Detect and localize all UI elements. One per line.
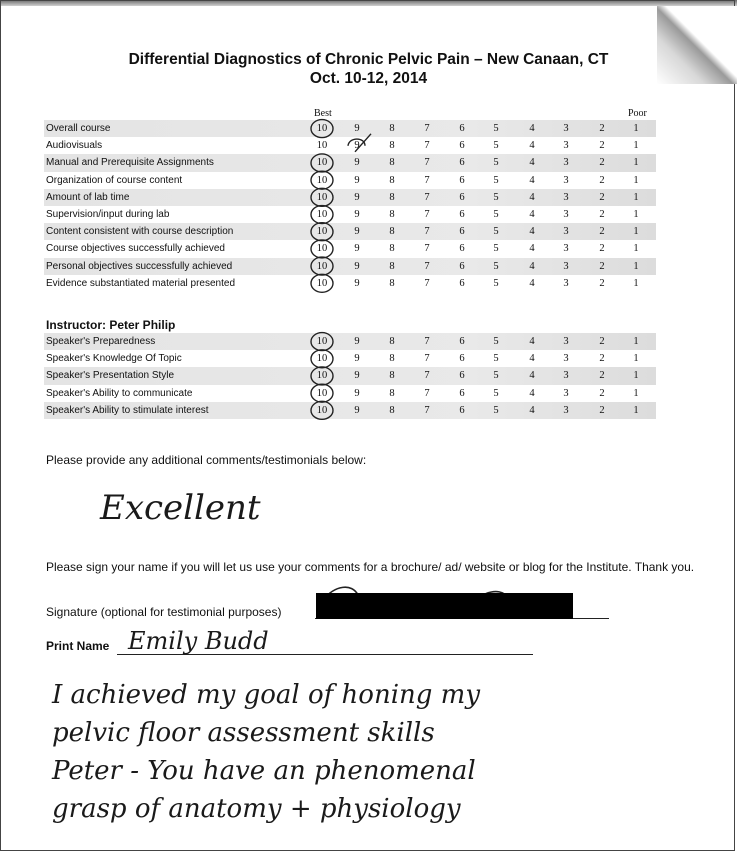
scale-value[interactable]: 3 (563, 174, 569, 186)
scale-value[interactable]: 5 (493, 370, 499, 382)
scale-value[interactable]: 6 (459, 174, 465, 186)
scale-value[interactable]: 3 (563, 370, 569, 382)
scale-value[interactable]: 9 (354, 208, 360, 220)
scale-value[interactable]: 1 (633, 387, 639, 399)
scale-value[interactable]: 9 (354, 404, 360, 416)
scale-value[interactable]: 4 (529, 387, 535, 399)
course-label: Overall course (46, 123, 111, 134)
scale-value[interactable]: 7 (424, 208, 430, 220)
scale-value[interactable]: 1 (633, 353, 639, 365)
scale-value[interactable]: 9 (354, 277, 360, 289)
scale-value[interactable]: 3 (563, 277, 569, 289)
scale-value[interactable]: 1 (633, 123, 639, 134)
scale-value[interactable]: 7 (424, 243, 430, 255)
scale-value[interactable]: 6 (459, 157, 465, 169)
scale-value[interactable]: 1 (633, 157, 639, 169)
scale-value[interactable]: 5 (493, 243, 499, 255)
scale-value[interactable]: 4 (529, 243, 535, 255)
scale-value[interactable]: 4 (529, 123, 535, 134)
scale-value[interactable]: 9 (354, 387, 360, 399)
scale-value[interactable]: 10 (316, 277, 328, 289)
scale-value[interactable]: 1 (633, 370, 639, 382)
scale-value[interactable]: 4 (529, 353, 535, 365)
scale-value[interactable]: 2 (599, 277, 605, 289)
scale-value[interactable]: 8 (389, 157, 395, 169)
scale-value[interactable]: 8 (389, 370, 395, 382)
course-label: Manual and Prerequisite Assignments (46, 157, 214, 169)
scale-value[interactable]: 10 (316, 191, 328, 203)
scale-value[interactable]: 9 (354, 336, 360, 347)
scale-value[interactable]: 3 (563, 353, 569, 365)
scale-value[interactable]: 5 (493, 123, 499, 134)
scale-value[interactable]: 1 (633, 140, 639, 152)
comments-prompt: Please provide any additional comments/testimonials below: (46, 453, 367, 467)
handwritten-line-4: grasp of anatomy + physiology (52, 794, 461, 824)
scale-value[interactable]: 10 (316, 123, 328, 134)
scale-value[interactable]: 7 (424, 336, 430, 347)
scale-value[interactable]: 7 (424, 353, 430, 365)
scale-value[interactable]: 2 (599, 353, 605, 365)
scale-value[interactable]: 7 (424, 370, 430, 382)
scale-value[interactable]: 2 (599, 370, 605, 382)
scale-value[interactable]: 5 (493, 336, 499, 347)
signature-label: Signature (optional for testimonial purposes) (46, 605, 282, 619)
instructor-rating-circle (311, 401, 333, 419)
scale-value[interactable]: 2 (599, 140, 605, 152)
scale-value[interactable]: 8 (389, 387, 395, 399)
scale-value[interactable]: 3 (563, 123, 569, 134)
scale-value[interactable]: 7 (424, 140, 430, 152)
scale-value[interactable]: 4 (529, 157, 535, 169)
course-label: Course objectives successfully achieved (46, 243, 225, 255)
scale-value[interactable]: 3 (563, 140, 569, 152)
scale-value[interactable]: 2 (599, 174, 605, 186)
scale-value[interactable]: 8 (389, 336, 395, 347)
scale-value[interactable]: 8 (389, 191, 395, 203)
instructor-label: Speaker's Presentation Style (46, 370, 175, 382)
scale-value[interactable]: 6 (459, 370, 465, 382)
scale-value[interactable]: 10 (316, 174, 328, 186)
course-rating-circle (348, 134, 371, 152)
scale-value[interactable]: 6 (459, 260, 465, 272)
scale-value[interactable]: 8 (389, 226, 395, 238)
scale-value[interactable]: 8 (389, 140, 395, 152)
scale-value[interactable]: 10 (316, 387, 328, 399)
scale-value[interactable]: 10 (316, 370, 328, 382)
scale-value[interactable]: 5 (493, 404, 499, 416)
scale-value[interactable]: 7 (424, 260, 430, 272)
course-rating-circle (311, 274, 333, 292)
scale-value[interactable]: 3 (563, 387, 569, 399)
scale-value[interactable]: 4 (529, 370, 535, 382)
scale-value[interactable]: 1 (633, 260, 639, 272)
scale-value[interactable]: 3 (563, 336, 569, 347)
scale-value[interactable]: 2 (599, 243, 605, 255)
scale-value[interactable]: 6 (459, 353, 465, 365)
instructor-rating-circle (311, 333, 333, 351)
scale-value[interactable]: 1 (633, 191, 639, 203)
scale-value[interactable]: 9 (354, 191, 360, 203)
signature-request: Please sign your name if you will let us use your comments for a brochure/ ad/ website or blog for the Institute. Thank you. (46, 560, 695, 574)
scale-value[interactable]: 10 (316, 140, 328, 152)
scale-value[interactable]: 3 (563, 260, 569, 272)
scale-value[interactable]: 3 (563, 404, 569, 416)
scale-value[interactable]: 1 (633, 277, 639, 289)
scale-value[interactable]: 2 (599, 404, 605, 416)
scale-value[interactable]: 9 (354, 123, 360, 134)
scale-value[interactable]: 1 (633, 336, 639, 347)
scale-value[interactable]: 9 (354, 140, 360, 152)
scale-value[interactable]: 1 (633, 404, 639, 416)
course-label: Organization of course content (46, 174, 183, 186)
handwritten-line-1: I achieved my goal of honing my (52, 680, 481, 710)
scale-value[interactable]: 4 (529, 140, 535, 152)
scale-value[interactable]: 9 (354, 226, 360, 238)
scale-value[interactable]: 4 (529, 260, 535, 272)
scale-value[interactable]: 7 (424, 174, 430, 186)
print-name-label: Print Name (46, 639, 110, 653)
scale-value[interactable]: 7 (424, 157, 430, 169)
scale-value[interactable]: 5 (493, 260, 499, 272)
scale-value[interactable]: 9 (354, 260, 360, 272)
form-date: Oct. 10-12, 2014 (309, 70, 428, 87)
scale-value[interactable]: 10 (316, 353, 328, 365)
instructor-heading: Instructor: Peter Philip (46, 318, 176, 332)
instructor-label: Speaker's Preparedness (46, 336, 156, 347)
scale-value[interactable]: 10 (316, 157, 328, 169)
scale-value[interactable]: 10 (316, 336, 328, 347)
scale-value[interactable]: 7 (424, 123, 430, 134)
scale-value[interactable]: 6 (459, 336, 465, 347)
scale-value[interactable]: 3 (563, 157, 569, 169)
course-rating-circle (311, 171, 333, 189)
scale-value[interactable]: 9 (354, 174, 360, 186)
scale-value[interactable]: 10 (316, 208, 328, 220)
course-rating-circle (311, 257, 333, 275)
scale-value[interactable]: 9 (354, 243, 360, 255)
scale-value[interactable]: 6 (459, 404, 465, 416)
scale-value[interactable]: 6 (459, 387, 465, 399)
scale-value[interactable]: 4 (529, 277, 535, 289)
scale-value[interactable]: 9 (354, 157, 360, 169)
scale-value[interactable]: 7 (424, 277, 430, 289)
scale-poor-label: Poor (628, 108, 647, 119)
scale-best-label: Best (314, 108, 332, 119)
scale-value[interactable]: 8 (389, 404, 395, 416)
scale-value[interactable]: 5 (493, 387, 499, 399)
handwritten-comment: Excellent (100, 488, 261, 528)
scale-value[interactable]: 8 (389, 353, 395, 365)
scale-value[interactable]: 2 (599, 336, 605, 347)
scale-value[interactable]: 6 (459, 226, 465, 238)
scale-value[interactable]: 10 (316, 226, 328, 238)
print-name-value: Emily Budd (128, 627, 269, 655)
instructor-label: Speaker's Ability to stimulate interest (46, 404, 209, 416)
course-rating-circle (311, 240, 333, 258)
course-label: Personal objectives successfully achieved (46, 260, 233, 272)
scale-value[interactable]: 5 (493, 277, 499, 289)
scale-value[interactable]: 2 (599, 226, 605, 238)
scale-value[interactable]: 8 (389, 174, 395, 186)
scale-value[interactable]: 3 (563, 191, 569, 203)
scale-value[interactable]: 3 (563, 226, 569, 238)
scale-value[interactable]: 2 (599, 387, 605, 399)
scale-value[interactable]: 5 (493, 353, 499, 365)
scale-value[interactable]: 6 (459, 277, 465, 289)
scale-value[interactable]: 2 (599, 208, 605, 220)
scale-value[interactable]: 5 (493, 191, 499, 203)
scale-value[interactable]: 3 (563, 208, 569, 220)
instructor-label: Speaker's Knowledge Of Topic (46, 353, 182, 365)
scale-value[interactable]: 3 (563, 243, 569, 255)
course-label: Content consistent with course description (46, 226, 234, 238)
scale-value[interactable]: 10 (316, 243, 328, 255)
scale-value[interactable]: 10 (316, 404, 328, 416)
scale-value[interactable]: 1 (633, 174, 639, 186)
scale-value[interactable]: 1 (633, 243, 639, 255)
course-label: Audiovisuals (46, 140, 103, 152)
course-rating-circle (311, 154, 333, 172)
course-rating-circle (311, 188, 333, 206)
scale-value[interactable]: 5 (493, 226, 499, 238)
scale-value[interactable]: 5 (493, 174, 499, 186)
course-rating-circle (311, 206, 333, 224)
scale-value[interactable]: 2 (599, 123, 605, 134)
scale-value[interactable]: 4 (529, 404, 535, 416)
scale-value[interactable]: 8 (389, 260, 395, 272)
scale-value[interactable]: 2 (599, 260, 605, 272)
scale-value[interactable]: 6 (459, 208, 465, 220)
scale-value[interactable]: 2 (599, 191, 605, 203)
scale-value[interactable]: 7 (424, 226, 430, 238)
course-label: Evidence substantiated material presented (46, 277, 236, 289)
handwritten-line-2: pelvic floor assessment skills (52, 718, 435, 748)
scale-value[interactable]: 7 (424, 404, 430, 416)
scale-value[interactable]: 8 (389, 123, 395, 134)
instructor-rating-circle (311, 384, 333, 402)
scale-value[interactable]: 4 (529, 174, 535, 186)
scale-value[interactable]: 4 (529, 208, 535, 220)
scale-value[interactable]: 7 (424, 387, 430, 399)
course-rating-circle (311, 120, 333, 138)
scale-value[interactable]: 5 (493, 140, 499, 152)
scale-value[interactable]: 4 (529, 336, 535, 347)
instructor-label: Speaker's Ability to communicate (46, 387, 193, 399)
scale-value[interactable]: 9 (354, 353, 360, 365)
scale-value[interactable]: 4 (529, 191, 535, 203)
scale-value[interactable]: 8 (389, 277, 395, 289)
course-label: Supervision/input during lab (46, 208, 170, 220)
scale-value[interactable]: 9 (354, 370, 360, 382)
scale-value[interactable]: 7 (424, 191, 430, 203)
scale-value[interactable]: 6 (459, 140, 465, 152)
scale-value[interactable]: 2 (599, 157, 605, 169)
course-label: Amount of lab time (46, 191, 130, 203)
scale-value[interactable]: 1 (633, 208, 639, 220)
scale-value[interactable]: 1 (633, 226, 639, 238)
scale-value[interactable]: 4 (529, 226, 535, 238)
scale-value[interactable]: 10 (316, 260, 328, 272)
course-rating-circle (311, 223, 333, 241)
scale-value[interactable]: 8 (389, 208, 395, 220)
scale-value[interactable]: 5 (493, 157, 499, 169)
instructor-rating-circle (311, 367, 333, 385)
scale-value[interactable]: 6 (459, 243, 465, 255)
form-title: Differential Diagnostics of Chronic Pelvic Pain – New Canaan, CT (128, 51, 609, 68)
scale-value[interactable]: 8 (389, 243, 395, 255)
scale-value[interactable]: 6 (459, 123, 465, 134)
scale-value[interactable]: 6 (459, 191, 465, 203)
instructor-rating-circle (311, 350, 333, 368)
handwritten-line-3: Peter - You have an phenomenal (52, 756, 476, 786)
scale-value[interactable]: 5 (493, 208, 499, 220)
